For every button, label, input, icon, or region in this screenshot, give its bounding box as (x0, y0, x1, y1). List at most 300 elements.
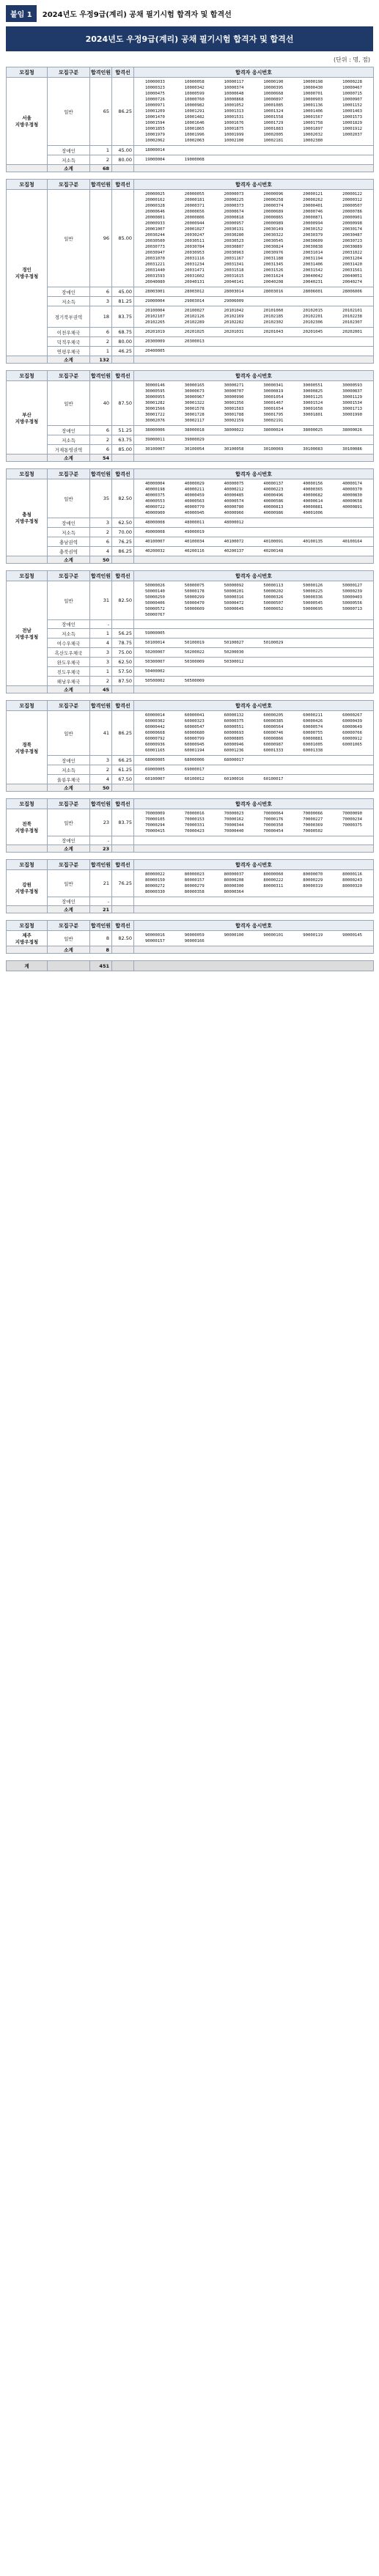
candidate-number: 60000866 (263, 737, 284, 741)
group-cell: 완도우체국 (48, 658, 90, 667)
candidate-number: 80000364 (224, 890, 244, 894)
candidate-number: 10001883 (263, 127, 284, 131)
header-row (7, 921, 374, 931)
candidate-number: 20000801 (144, 216, 165, 220)
candidate-number: 20000674 (224, 210, 244, 214)
candidate-number: 50000545 (303, 601, 323, 606)
candidate-number: 10001324 (263, 109, 284, 114)
col-header-group: 모집구분 (48, 371, 90, 381)
subtotal-cutoff-blank (112, 906, 134, 913)
ids-cell (134, 639, 374, 648)
subtotal-cutoff-blank (112, 946, 134, 954)
candidate-number: 20102126 (184, 314, 205, 319)
candidate-number: 20031420 (342, 262, 363, 267)
table-row (7, 297, 374, 306)
cutoff-cell: 66.25 (112, 756, 134, 765)
candidate-number: 10000467 (342, 86, 363, 90)
candidate-number: 50000767 (144, 613, 165, 617)
candidate-number: 90000100 (224, 933, 244, 938)
candidate-number: 20000096 (263, 192, 284, 196)
candidate-number: 50000403 (342, 595, 363, 600)
candidate-number: 10000374 (224, 86, 244, 90)
candidate-number: 60001065 (342, 743, 363, 747)
ids-cell (134, 547, 374, 556)
col-header-cutoff: 합격선 (112, 371, 134, 381)
ids-cell (134, 78, 374, 146)
subtotal-ids-blank (134, 946, 374, 954)
subtotal-ids-blank (134, 455, 374, 462)
cutoff-cell: 87.50 (112, 677, 134, 686)
subtotal-value: 8 (90, 946, 112, 954)
unit-note: (단위 : 명, 점) (333, 56, 370, 63)
candidate-number: 50000250 (144, 595, 165, 600)
count-cell: 2 (90, 155, 112, 165)
candidate-number: 19000004 (144, 158, 165, 162)
candidate-number: 30001534 (342, 401, 363, 405)
candidate-number: 10001470 (144, 115, 165, 119)
candidate-number: 20000328 (144, 204, 165, 208)
ids-grid (136, 383, 372, 423)
total-row (7, 961, 374, 971)
candidate-number: 30000955 (144, 395, 165, 400)
header-row (7, 799, 374, 809)
subtotal-row (7, 356, 374, 364)
cutoff-cell (112, 620, 134, 629)
candidate-number: 10001729 (263, 121, 284, 125)
org-name: 경인 지방우정청 (7, 190, 48, 356)
candidate-number: 38000018 (184, 428, 205, 433)
candidate-number: 68000006 (184, 758, 205, 762)
candidate-number: 10000117 (224, 80, 244, 84)
attachment-tag: 붙임 1 (6, 5, 37, 22)
results-table (6, 370, 374, 462)
candidate-number: 20031624 (263, 274, 284, 279)
group-cell: 해남우체국 (48, 677, 90, 686)
ids-grid (136, 540, 372, 544)
candidate-number: 30002159 (224, 419, 244, 423)
candidate-number: 40200148 (263, 549, 284, 553)
ids-cell (134, 146, 374, 155)
candidate-number: 60000912 (342, 737, 363, 741)
candidate-number: 20031406 (303, 262, 323, 267)
col-header-group: 모집구분 (48, 571, 90, 581)
candidate-number: 20031022 (342, 251, 363, 255)
candidate-number: 20030824 (263, 245, 284, 249)
org-section (6, 859, 373, 913)
candidate-number: 20030545 (263, 239, 284, 243)
cutoff-cell: 85.00 (112, 445, 134, 455)
candidate-number: 48000011 (184, 520, 205, 525)
subtotal-value: 54 (90, 455, 112, 462)
count-cell: 41 (90, 711, 112, 756)
candidate-number: 40000156 (303, 482, 323, 486)
candidate-number: 80000060 (263, 872, 284, 877)
group-cell: 장애인 (48, 146, 90, 155)
candidate-number: 40000370 (342, 487, 363, 492)
candidate-number: 50000316 (224, 595, 244, 600)
group-cell: 장애인 (48, 897, 90, 906)
candidate-number: 49000019 (184, 530, 205, 534)
candidate-number: 38000026 (342, 428, 363, 433)
candidate-number: 70000350 (263, 823, 284, 828)
org-section (6, 570, 373, 693)
candidate-number: 20000121 (303, 192, 323, 196)
candidate-number: 50300007 (144, 660, 165, 664)
candidate-number: 20102185 (263, 314, 284, 319)
candidate-number: 20101042 (224, 309, 244, 313)
results-table (6, 67, 374, 172)
candidate-number: 60000680 (184, 731, 205, 735)
candidate-number: 30001788 (224, 413, 244, 417)
document-title: 2024년도 우정9급(계리) 공채 필기시험 합격자 및 합격선 (42, 10, 232, 19)
candidate-number: 70000023 (224, 812, 244, 816)
results-table (6, 798, 374, 853)
candidate-number: 10002063 (184, 139, 205, 143)
candidate-number: 20102169 (224, 314, 244, 319)
col-header-cutoff: 합격선 (112, 860, 134, 870)
count-cell: 35 (90, 479, 112, 518)
count-cell: - (90, 620, 112, 629)
candidate-number: 20000025 (144, 192, 165, 196)
subtotal-blank (7, 946, 48, 954)
candidate-number: 40000553 (144, 499, 165, 504)
candidate-number: 50100014 (144, 641, 165, 645)
ids-cell (134, 667, 374, 677)
candidate-number: 30100007 (144, 447, 165, 452)
candidate-number: 50300009 (184, 660, 205, 664)
col-header-group: 모집구분 (48, 921, 90, 931)
table-row (7, 155, 374, 165)
candidate-number: 38000006 (144, 428, 165, 433)
cutoff-cell: 86.25 (112, 547, 134, 556)
candidate-number: 39000011 (144, 438, 165, 442)
ids-cell (134, 479, 374, 518)
count-cell: 1 (90, 347, 112, 356)
table-row (7, 445, 374, 455)
candidate-number: 70000162 (224, 817, 244, 822)
ids-cell (134, 328, 374, 337)
ids-cell (134, 629, 374, 639)
candidate-number: 30001578 (184, 407, 205, 411)
candidate-number: 30100069 (263, 447, 284, 452)
candidate-number: 40000614 (303, 499, 323, 504)
candidate-number: 39000029 (184, 438, 205, 442)
ids-cell (134, 809, 374, 836)
subtotal-row (7, 784, 374, 792)
subtotal-ids-blank (134, 906, 374, 913)
candidate-number: 28006001 (303, 290, 323, 294)
candidate-number: 20040051 (342, 274, 363, 279)
candidate-number: 10001999 (224, 133, 244, 137)
table-row (7, 328, 374, 337)
candidate-number: 60001236 (224, 748, 244, 753)
candidate-number: 20031234 (184, 262, 205, 267)
candidate-number: 20201043 (263, 330, 284, 334)
col-header-ids: 합격자 응시번호 (134, 371, 374, 381)
candidate-number: 49000008 (144, 530, 165, 534)
candidate-number: 80000229 (303, 878, 323, 883)
candidate-number: 80000208 (224, 878, 244, 883)
candidate-number: 68000017 (224, 758, 244, 762)
subtotal-ids-blank (134, 845, 374, 853)
results-tables (6, 67, 373, 971)
candidate-number: 30001801 (303, 413, 323, 417)
candidate-number: 20102307 (342, 320, 363, 325)
candidate-number: 20000055 (184, 192, 205, 196)
candidate-number: 20000656 (184, 210, 205, 214)
table-row (7, 897, 374, 906)
candidate-number: 60000766 (342, 731, 363, 735)
subtotal-value: 132 (90, 356, 112, 364)
candidate-number: 40000574 (224, 499, 244, 504)
candidate-number: 50000140 (144, 589, 165, 594)
table-row (7, 287, 374, 297)
candidate-number: 70000294 (144, 823, 165, 828)
candidate-number: 80000222 (263, 878, 284, 883)
header-row (7, 469, 374, 479)
candidate-number: 10000760 (184, 97, 205, 102)
candidate-number: 20000746 (303, 210, 323, 214)
candidate-number: 30000837 (342, 389, 363, 394)
cutoff-cell: 83.75 (112, 306, 134, 328)
candidate-number: 48000008 (144, 520, 165, 525)
candidate-number: 40000137 (263, 482, 284, 486)
candidate-number: 10001558 (263, 115, 284, 119)
candidate-number: 30000551 (303, 383, 323, 388)
candidate-number: 40000223 (263, 487, 284, 492)
candidate-number: 70000454 (263, 829, 284, 833)
candidate-number: 60000946 (224, 743, 244, 747)
org-section (6, 468, 373, 564)
candidate-number: 30000593 (342, 383, 363, 388)
count-cell: 2 (90, 528, 112, 537)
candidate-number: 10001085 (263, 103, 284, 108)
group-cell: 경기북부권역 (48, 306, 90, 328)
candidate-number: 60000205 (263, 713, 284, 718)
header-row (7, 67, 374, 78)
candidate-number: 40000485 (224, 493, 244, 498)
candidate-number: 80000037 (224, 872, 244, 877)
subtotal-label: 소계 (48, 946, 90, 954)
candidate-number: 10000907 (342, 97, 363, 102)
candidate-number: 50100027 (224, 641, 244, 645)
cutoff-cell: 82.50 (112, 581, 134, 620)
ids-grid (136, 438, 372, 442)
subtotal-cutoff-blank (112, 784, 134, 792)
col-header-cutoff: 합격선 (112, 67, 134, 78)
candidate-number: 50000225 (303, 589, 323, 594)
results-table (6, 920, 374, 954)
cutoff-cell: 86.25 (112, 711, 134, 756)
candidate-number: 20000225 (224, 198, 244, 202)
ids-cell (134, 518, 374, 528)
candidate-number: 50000239 (342, 589, 363, 594)
cutoff-cell: 82.50 (112, 479, 134, 518)
candidate-number: 30001125 (303, 395, 323, 400)
ids-grid (136, 812, 372, 833)
ids-grid (136, 148, 372, 152)
org-name: 서울 지방우정청 (7, 78, 48, 165)
candidate-number: 30001566 (144, 407, 165, 411)
candidate-number: 20030773 (144, 245, 165, 249)
col-header-org: 모집청 (7, 701, 48, 711)
candidate-number: 50000336 (303, 595, 323, 600)
col-header-ids: 합격자 응시번호 (134, 571, 374, 581)
group-cell: 일반 (48, 931, 90, 946)
candidate-number: 20040131 (184, 280, 205, 284)
candidate-number: 30001722 (144, 413, 165, 417)
candidate-number: 10001676 (224, 121, 244, 125)
candidate-number: 10000971 (144, 103, 165, 108)
candidate-number: 40000075 (224, 482, 244, 486)
table-row (7, 435, 374, 445)
candidate-number: 10001594 (144, 121, 165, 125)
candidate-number: 10001567 (303, 115, 323, 119)
table-row (7, 639, 374, 648)
candidate-number: 60000375 (224, 719, 244, 724)
candidate-number: 60000693 (224, 731, 244, 735)
candidate-number: 50000609 (184, 607, 205, 611)
candidate-number: 30001728 (184, 413, 205, 417)
candidate-number: 40000682 (303, 493, 323, 498)
header-row (7, 571, 374, 581)
candidate-number: 69000017 (184, 768, 205, 772)
candidate-number: 60000551 (224, 725, 244, 729)
col-header-count: 합격인원 (90, 571, 112, 581)
subtotal-blank (7, 845, 48, 853)
col-header-org: 모집청 (7, 469, 48, 479)
count-cell: 3 (90, 297, 112, 306)
candidate-number: 20000401 (303, 204, 323, 208)
group-cell: 장애인 (48, 287, 90, 297)
candidate-number: 40000375 (144, 493, 165, 498)
count-cell: 6 (90, 287, 112, 297)
subtotal-row (7, 556, 374, 564)
cutoff-cell: 70.00 (112, 528, 134, 537)
candidate-number: 60000014 (144, 713, 165, 718)
candidate-number: 40000813 (263, 505, 284, 509)
cutoff-cell (112, 897, 134, 906)
candidate-number: 80000311 (263, 884, 284, 888)
subtotal-ids-blank (134, 165, 374, 172)
ids-grid (136, 872, 372, 894)
candidate-number: 20030131 (224, 227, 244, 232)
candidate-number: 20030149 (263, 227, 284, 232)
table-row (7, 78, 374, 146)
cutoff-cell: 76.25 (112, 537, 134, 547)
candidate-number: 20000865 (263, 216, 284, 220)
ids-grid (136, 669, 372, 674)
ids-cell (134, 897, 374, 906)
candidate-number: 60000211 (303, 713, 323, 718)
candidate-number: 80000300 (224, 884, 244, 888)
candidate-number: 50300012 (224, 660, 244, 664)
candidate-number: 20000373 (224, 204, 244, 208)
subtotal-ids-blank (134, 784, 374, 792)
candidate-number: 20031526 (263, 268, 284, 273)
candidate-number: 30000673 (184, 389, 205, 394)
candidate-number: 20102015 (303, 309, 323, 313)
table-row (7, 836, 374, 845)
candidate-number: 20031167 (224, 257, 244, 261)
col-header-cutoff: 합격선 (112, 701, 134, 711)
candidate-number: 10001313 (224, 109, 244, 114)
ids-grid (136, 584, 372, 617)
ids-cell (134, 155, 374, 165)
col-header-count: 합격인원 (90, 799, 112, 809)
col-header-org: 모집청 (7, 371, 48, 381)
candidate-number: 70000105 (144, 817, 165, 822)
candidate-number: 20040080 (144, 280, 165, 284)
candidate-number: 30001713 (342, 407, 363, 411)
candidate-number: 60000267 (342, 713, 363, 718)
candidate-number: 60000746 (263, 731, 284, 735)
candidate-number: 20040141 (224, 280, 244, 284)
candidate-number: 10001829 (342, 121, 363, 125)
ids-grid (136, 758, 372, 762)
group-cell: 울릉우체국 (48, 775, 90, 784)
subtotal-blank (7, 784, 48, 792)
candidate-number: 60001333 (263, 748, 284, 753)
candidate-number: 40000658 (342, 499, 363, 504)
candidate-number: 20031561 (342, 268, 363, 273)
group-cell: 장애인 (48, 426, 90, 435)
candidate-number: 10001646 (184, 121, 205, 125)
col-header-count: 합격인원 (90, 469, 112, 479)
group-cell: 일반 (48, 809, 90, 836)
candidate-number: 20030500 (144, 239, 165, 243)
candidate-number: 40000586 (263, 499, 284, 504)
org-name: 충청 지방우정청 (7, 479, 48, 556)
candidate-number: 60001165 (144, 748, 165, 753)
subtotal-value: 50 (90, 556, 112, 564)
subtotal-value: 21 (90, 906, 112, 913)
org-section (6, 920, 373, 954)
candidate-number: 20030784 (184, 245, 205, 249)
candidate-number: 20040208 (263, 280, 284, 284)
candidate-number: 10000475 (144, 92, 165, 96)
candidate-number: 19000008 (184, 158, 205, 162)
count-cell: 1 (90, 146, 112, 155)
candidate-number: 70000502 (303, 829, 323, 833)
ids-cell (134, 190, 374, 287)
group-cell: 거제통영권역 (48, 445, 90, 455)
candidate-number: 30000595 (144, 389, 165, 394)
candidate-number: 30001583 (224, 407, 244, 411)
col-header-count: 합격인원 (90, 371, 112, 381)
candidate-number: 30100083 (303, 447, 323, 452)
results-table (6, 700, 374, 792)
group-cell: 저소득 (48, 629, 90, 639)
candidate-number: 30000165 (184, 383, 205, 388)
group-cell: 일반 (48, 870, 90, 897)
candidate-number: 20001027 (184, 227, 205, 232)
results-table (6, 179, 374, 364)
candidate-number: 40000900 (144, 511, 165, 515)
candidate-number: 50000556 (342, 601, 363, 606)
candidate-number: 10001865 (184, 127, 205, 131)
candidate-number: 20040231 (303, 280, 323, 284)
count-cell: 8 (90, 931, 112, 946)
candidate-number: 40000211 (184, 487, 205, 492)
candidate-number: 30001129 (342, 395, 363, 400)
candidate-number: 60000564 (263, 725, 284, 729)
ids-grid (136, 679, 372, 683)
candidate-number: 10001406 (303, 109, 323, 114)
candidate-number: 10001052 (224, 103, 244, 108)
candidate-number: 50200022 (184, 650, 205, 655)
table-row (7, 528, 374, 537)
